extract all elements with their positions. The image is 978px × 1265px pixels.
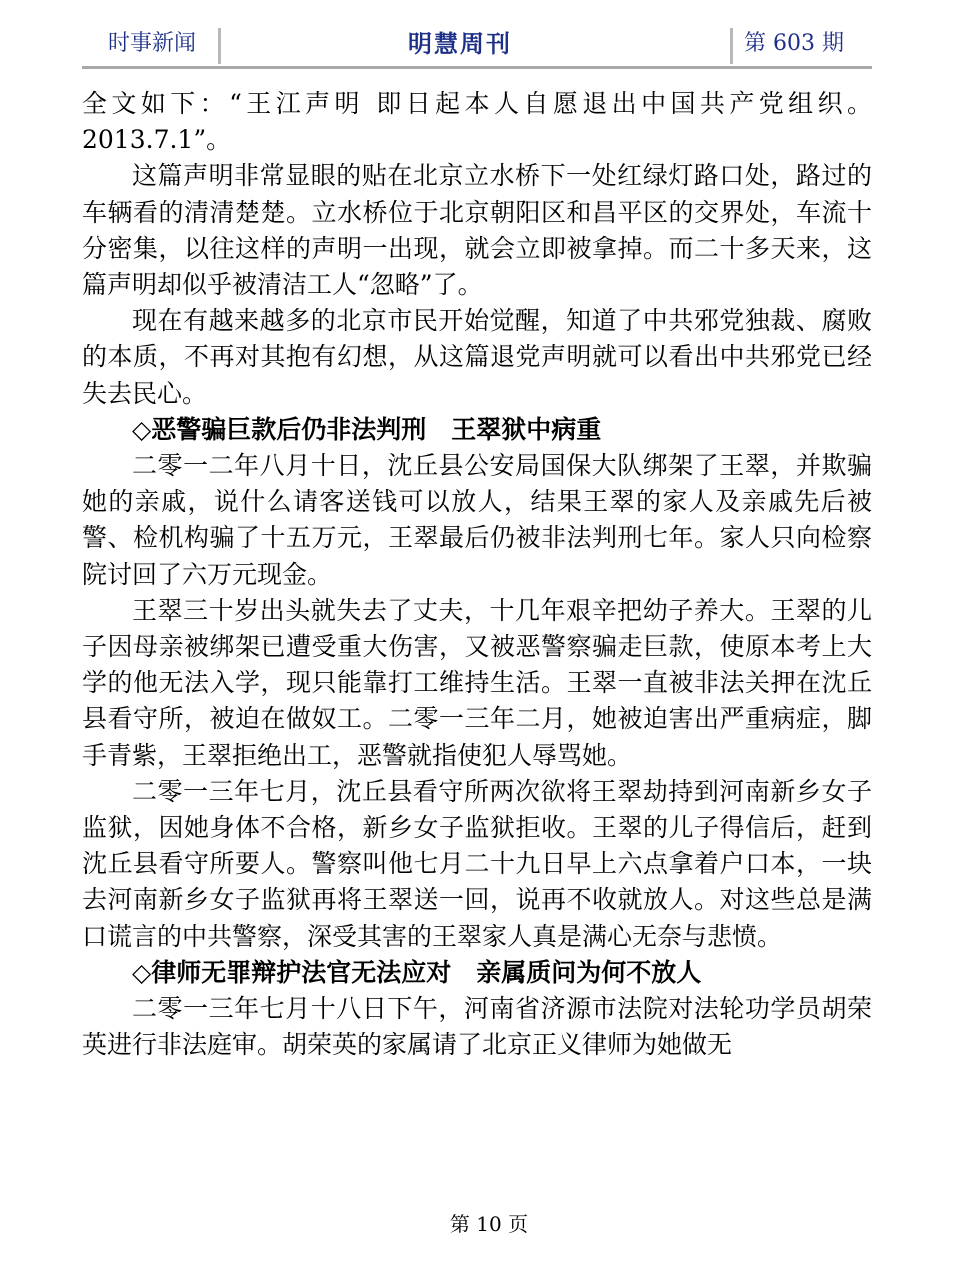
page-header [82, 22, 872, 68]
paragraph: 现在有越来越多的北京市民开始觉醒，知道了中共邪党独裁、腐败的本质，不再对其抱有幻想，从这篇退党声明就可以看出中共邪党已经失去民心。 [82, 306, 872, 408]
header-rule [82, 66, 872, 69]
publication-title: 明慧周刊 [408, 29, 512, 58]
paragraph: 这篇声明非常显眼的贴在北京立水桥下一处红绿灯路口处，路过的车辆看的清清楚楚。立水桥位于北京朝阳区和昌平区的交界处，车流十分密集，以往这样的声明一出现，就会立即被拿掉。而二十多天来，这篇声明却似乎被清洁工人“忽略”了。 [82, 161, 872, 300]
header-divider [730, 28, 733, 64]
header-divider [218, 28, 221, 64]
article-body [82, 86, 872, 1063]
section-heading: ◇律师无罪辩护法官无法应对 亲属质问为何不放人 [132, 957, 702, 987]
issue-number: 第 603 期 [744, 31, 844, 56]
section-heading: ◇恶警骗巨款后仍非法判刑 王翠狱中病重 [132, 414, 602, 444]
paragraph: 二零一三年七月，沈丘县看守所两次欲将王翠劫持到河南新乡女子监狱，因她身体不合格，新乡女子监狱拒收。王翠的儿子得信后，赶到沈丘县看守所要人。警察叫他七月二十九日早上六点拿着户口本，一块去河南新乡女子监狱再将王翠送一回，说再不收就放人。对这些总是满口谎言的中共警察，深受其害的王翠家人真是满心无奈与悲愤。 [82, 776, 872, 951]
paragraph: 二零一三年七月十八日下午，河南省济源市法院对法轮功学员胡荣英进行非法庭审。胡荣英的家属请了北京正义律师为她做无 [82, 994, 872, 1060]
section-label: 时事新闻 [108, 31, 197, 56]
page-number: 第 10 页 [449, 1212, 529, 1236]
paragraph: 全文如下：“王江声明 即日起本人自愿退出中国共产党组织。2013.7.1”。 [82, 89, 872, 155]
paragraph: 二零一二年八月十日，沈丘县公安局国保大队绑架了王翠，并欺骗她的亲戚，说什么请客送钱可以放人，结果王翠的家人及亲戚先后被警、检机构骗了十五万元，王翠最后仍被非法判刑七年。家人只向检察院讨回了六万元现金。 [82, 451, 872, 589]
paragraph: 王翠三十岁出头就失去了丈夫，十几年艰辛把幼子养大。王翠的儿子因母亲被绑架已遭受重大伤害，又被恶警察骗走巨款，使原本考上大学的他无法入学，现只能靠打工维持生活。王翠一直被非法关押在沈丘县看守所，被迫在做奴工。二零一三年二月，她被迫害出严重病症，脚手青紫，王翠拒绝出工，恶警就指使犯人辱骂她。 [82, 595, 872, 770]
